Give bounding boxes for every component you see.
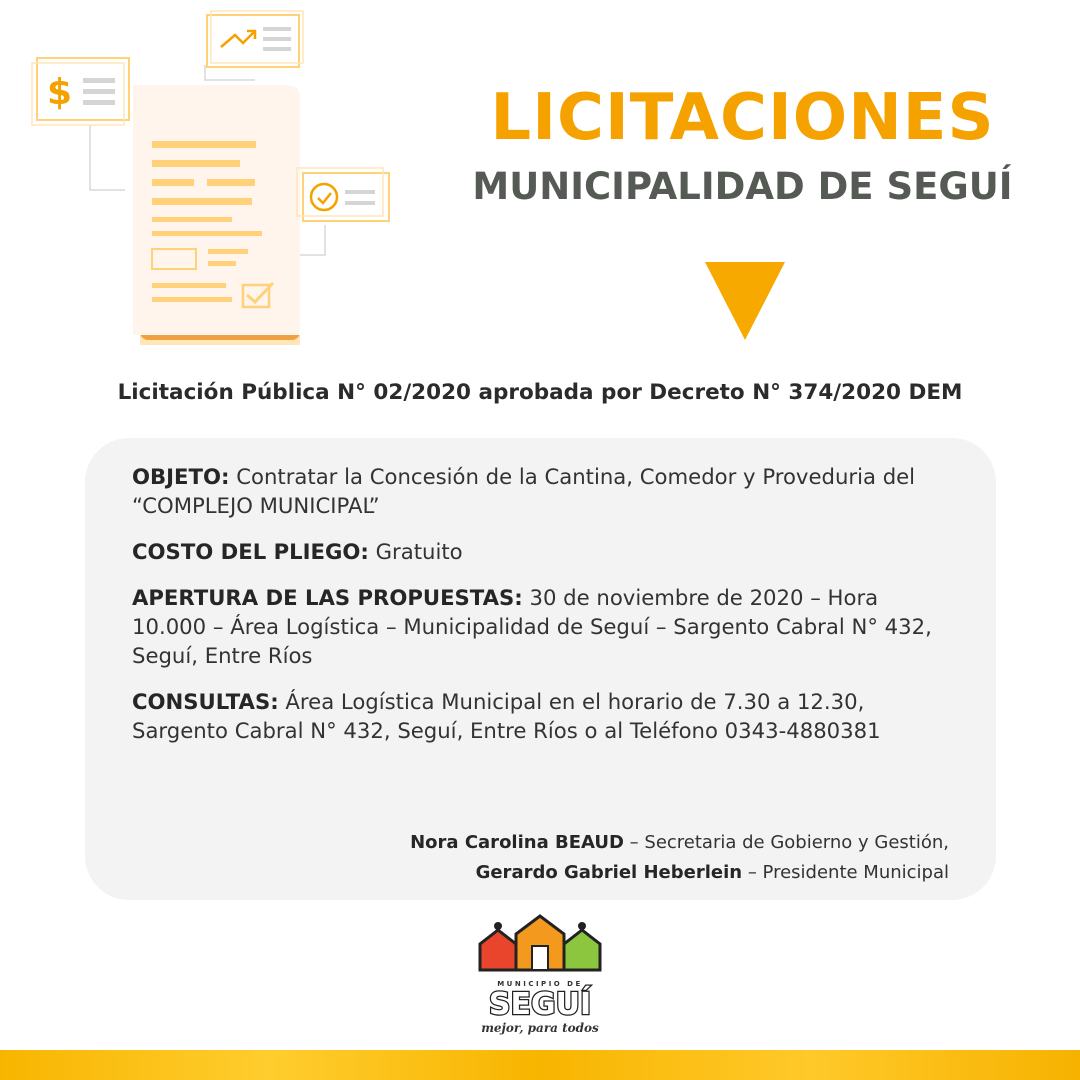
signature-first-name: Nora Carolina BEAUD <box>410 832 624 853</box>
consultas-label: CONSULTAS: <box>132 689 279 714</box>
costo-label: COSTO DEL PLIEGO: <box>132 539 369 564</box>
signature-second-role: – Presidente Municipal <box>742 862 949 883</box>
apertura-paragraph <box>132 583 932 670</box>
consultas-paragraph <box>132 687 932 745</box>
costo-paragraph <box>132 537 932 566</box>
costo-text: Gratuito <box>368 539 463 564</box>
details-card <box>85 438 996 900</box>
objeto-paragraph <box>132 462 932 520</box>
svg-text:$: $ <box>47 72 73 113</box>
decree-line: Licitación Pública N° 02/2020 aprobada por Decreto N° 374/2020 DEM <box>117 380 963 405</box>
page-title: LICITACIONES <box>490 81 995 155</box>
bottom-bar <box>0 1050 1080 1080</box>
municipality-logo <box>476 912 604 1042</box>
down-triangle-icon <box>705 262 785 342</box>
objeto-text: Contratar la Concesión de la Cantina, Comedor y Proveduria del “COMPLEJO MUNICIPAL” <box>132 464 916 518</box>
signature-second <box>410 858 949 888</box>
logo-top-text: MUNICIPIO DE <box>497 980 583 988</box>
document-illustration <box>25 5 405 350</box>
objeto-label: OBJETO: <box>132 464 230 489</box>
logo-name: SEGUÍ <box>488 987 592 1022</box>
signatures <box>410 828 949 888</box>
signature-first-role: – Secretaria de Gobierno y Gestión, <box>623 832 949 853</box>
signature-second-name: Gerardo Gabriel Heberlein <box>475 862 743 883</box>
details-body <box>132 462 932 762</box>
consultas-text: Área Logística Municipal en el horario de 7.30 a 12.30, Sargento Cabral N° 432, Seguí, Entre Ríos o al Teléfono 0343-4880381 <box>132 689 881 743</box>
signature-first <box>410 828 949 858</box>
page-subtitle: MUNICIPALIDAD DE SEGUÍ <box>472 165 1013 208</box>
logo-slogan: mejor, para todos <box>481 1021 599 1035</box>
apertura-text: 30 de noviembre de 2020 – Hora 10.000 – Área Logística – Municipalidad de Seguí – Sargento Cabral N° 432, Seguí, Entre Ríos <box>132 585 932 668</box>
apertura-label: APERTURA DE LAS PROPUESTAS: <box>132 585 523 610</box>
